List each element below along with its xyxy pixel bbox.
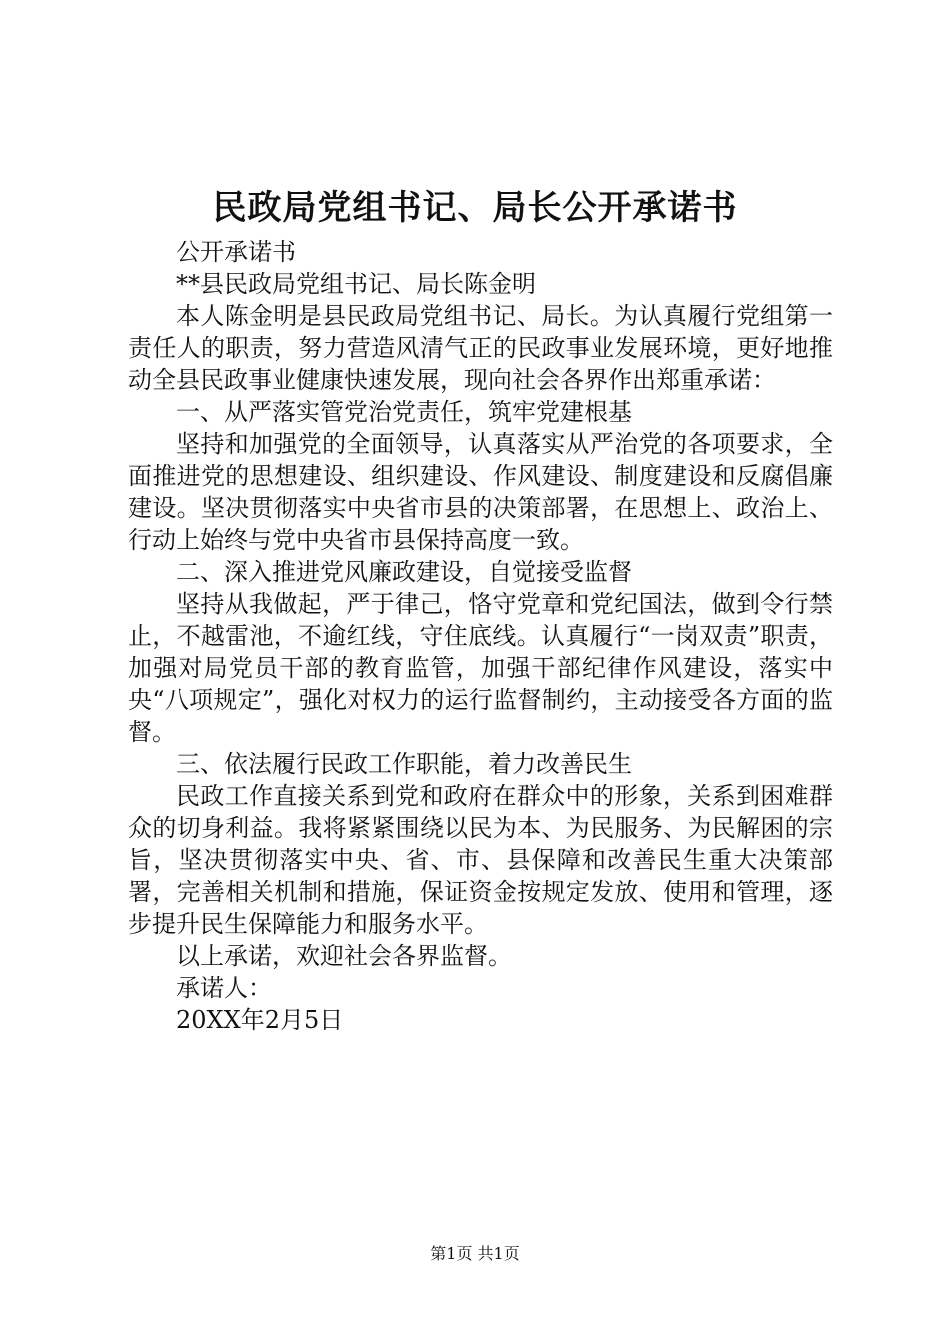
section-paragraph-3: 民政工作直接关系到党和政府在群众中的形象，关系到困难群众的切身利益。我将紧紧围绕以民为本、为民服务、为民解困的宗旨，坚决贯彻落实中央、省、市、县保障和改善民生重大决策部署，完善相关机制和措施，保证资金按规定发放、使用和管理，逐步提升民生保障能力和服务水平。 xyxy=(128,782,833,938)
section-paragraph-1: 坚持和加强党的全面领导，认真落实从严治党的各项要求，全面推进党的思想建设、组织建设、作风建设、制度建设和反腐倡廉建设。坚决贯彻落实中央省市县的决策部署，在思想上、政治上、行动上始终与党中央省市县保持高度一致。 xyxy=(128,430,833,554)
signatory-line: 承诺人： xyxy=(176,974,272,1002)
section-heading-3: 三、依法履行民政工作职能，着力改善民生 xyxy=(176,750,632,778)
closing-paragraph: 以上承诺，欢迎社会各界监督。 xyxy=(176,942,512,970)
section-paragraph-2: 坚持从我做起，严于律己，恪守党章和党纪国法，做到令行禁止，不越雷池，不逾红线，守住底线。认真履行“一岗双责”职责，加强对局党员干部的教育监管，加强干部纪律作风建设，落实中央“八项规定”，强化对权力的运行监督制约，主动接受各方面的监督。 xyxy=(128,590,833,746)
author-line: **县民政局党组书记、局长陈金明 xyxy=(176,270,536,298)
document-title: 民政局党组书记、局长公开承诺书 xyxy=(212,188,738,228)
page-number-footer: 第1页 共1页 xyxy=(430,1244,520,1263)
section-heading-1: 一、从严落实管党治党责任，筑牢党建根基 xyxy=(176,398,632,426)
document-body xyxy=(128,236,833,1036)
intro-paragraph: 本人陈金明是县民政局党组书记、局长。为认真履行党组第一责任人的职责，努力营造风清气正的民政事业发展环境，更好地推动全县民政事业健康快速发展，现向社会各界作出郑重承诺： xyxy=(128,302,833,394)
section-heading-2: 二、深入推进党风廉政建设，自觉接受监督 xyxy=(176,558,632,586)
subtitle-paragraph: 公开承诺书 xyxy=(176,238,296,266)
date-line: 20XX年2月5日 xyxy=(176,1006,344,1034)
